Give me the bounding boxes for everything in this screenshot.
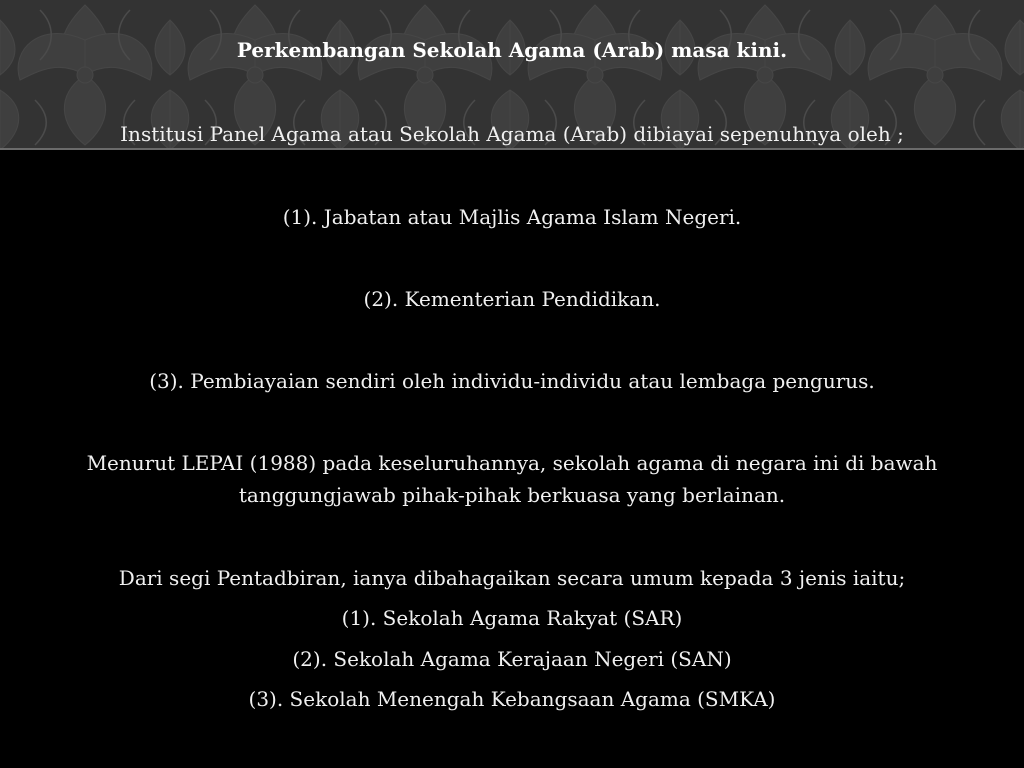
slide-title: Perkembangan Sekolah Agama (Arab) masa kini.	[236, 38, 788, 62]
school-type-1: (1). Sekolah Agama Rakyat (SAR)	[341, 606, 683, 630]
admin-intro-text: Dari segi Pentadbiran, ianya dibahagaikan secara umum kepada 3 jenis iaitu;	[118, 566, 906, 590]
header-divider	[0, 148, 1024, 150]
funding-item-1: (1). Jabatan atau Majlis Agama Islam Negeri.	[282, 205, 742, 229]
funding-item-2: (2). Kementerian Pendidikan.	[363, 287, 661, 311]
funding-item-3: (3). Pembiayaian sendiri oleh individu-individu atau lembaga pengurus.	[149, 369, 875, 393]
lepai-text-line-1: Menurut LEPAI (1988) pada keseluruhannya, sekolah agama di negara ini di bawah	[86, 451, 938, 475]
intro-text: Institusi Panel Agama atau Sekolah Agama (Arab) dibiayai sepenuhnya oleh ;	[120, 122, 904, 146]
school-type-3: (3). Sekolah Menengah Kebangsaan Agama (SMKA)	[248, 687, 776, 711]
school-type-2: (2). Sekolah Agama Kerajaan Negeri (SAN)	[292, 647, 732, 671]
lepai-text-line-2: tanggungjawab pihak-pihak berkuasa yang berlainan.	[238, 483, 786, 507]
